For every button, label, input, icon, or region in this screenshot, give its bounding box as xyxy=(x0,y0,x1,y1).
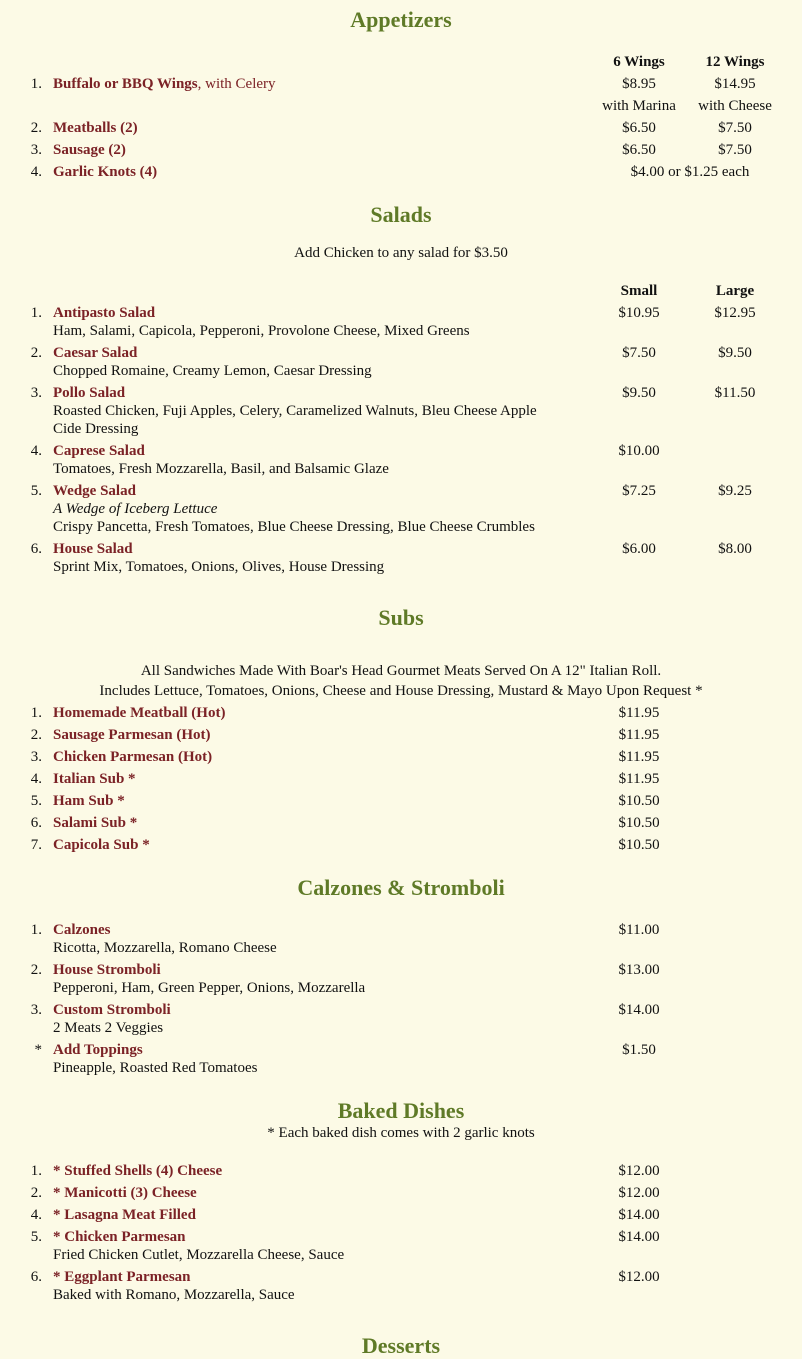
menu-item-house-salad: House Salad xyxy=(53,541,133,557)
baked-note: * Each baked dish comes with 2 garlic knots xyxy=(267,1125,535,1141)
menu-item-house-stromboli: House Stromboli xyxy=(53,962,161,978)
item-price: $14.00 xyxy=(618,1229,660,1245)
section-title-calzones: Calzones & Stromboli xyxy=(297,875,505,900)
column-header-small: Small xyxy=(620,283,658,299)
menu-item-eggplant-parmesan: * Eggplant Parmesan xyxy=(53,1269,191,1285)
item-price: $13.00 xyxy=(618,962,660,978)
price-large: $11.50 xyxy=(714,385,756,401)
column-header-large: Large xyxy=(715,283,755,299)
item-suffix: , with Celery xyxy=(197,76,276,92)
item-price: $4.00 or $1.25 each xyxy=(630,164,750,180)
price-large: $12.95 xyxy=(714,305,756,321)
item-price: $6.50 xyxy=(622,142,656,158)
item-price: $12.00 xyxy=(618,1185,660,1201)
menu-item-wings xyxy=(53,76,276,93)
price-large: $9.25 xyxy=(718,483,752,499)
section-title-appetizers: Appetizers xyxy=(350,7,452,32)
item-number: 1. xyxy=(30,922,42,938)
item-price: $10.50 xyxy=(618,815,660,831)
item-number: 3. xyxy=(30,142,42,158)
wings-note-cheese: with Cheese xyxy=(698,98,772,114)
item-description: Pineapple, Roasted Red Tomatoes xyxy=(53,1060,258,1076)
item-number: 1. xyxy=(30,305,42,321)
price-small: $7.25 xyxy=(622,483,656,499)
item-number: 3. xyxy=(30,385,42,401)
menu-item-sausage-parmesan: Sausage Parmesan (Hot) xyxy=(53,727,211,743)
item-description: Roasted Chicken, Fuji Apples, Celery, Caramelized Walnuts, Bleu Cheese Apple xyxy=(53,403,537,419)
item-description: Chopped Romaine, Creamy Lemon, Caesar Dressing xyxy=(53,363,372,379)
menu-item-add-toppings: Add Toppings xyxy=(53,1042,143,1058)
menu-item-caprese-salad: Caprese Salad xyxy=(53,443,145,459)
item-number: 5. xyxy=(30,1229,42,1245)
menu-item-stuffed-shells: * Stuffed Shells (4) Cheese xyxy=(53,1163,223,1179)
section-title-desserts: Desserts xyxy=(361,1333,441,1358)
price-large: $8.00 xyxy=(718,541,752,557)
item-price: $1.50 xyxy=(622,1042,656,1058)
menu-item-caesar-salad: Caesar Salad xyxy=(53,345,138,361)
section-title-subs: Subs xyxy=(378,605,424,630)
item-price: $6.50 xyxy=(622,120,656,136)
item-number: 1. xyxy=(30,76,42,92)
menu-item-capicola-sub: Capicola Sub * xyxy=(53,837,150,853)
item-description: Crispy Pancetta, Fresh Tomatoes, Blue Cheese Dressing, Blue Cheese Crumbles xyxy=(53,519,535,535)
item-price: $7.50 xyxy=(718,142,752,158)
item-description: Fried Chicken Cutlet, Mozzarella Cheese, Sauce xyxy=(53,1247,345,1263)
item-price: $10.50 xyxy=(618,793,660,809)
section-title-salads: Salads xyxy=(370,202,432,227)
item-number: 6. xyxy=(30,1269,42,1285)
item-description: Ham, Salami, Capicola, Pepperoni, Provolone Cheese, Mixed Greens xyxy=(53,323,470,339)
price-12-wings: $14.95 xyxy=(714,76,756,92)
item-price: $14.00 xyxy=(618,1207,660,1223)
item-number: 7. xyxy=(30,837,42,853)
salads-note: Add Chicken to any salad for $3.50 xyxy=(294,245,508,261)
price-large: $9.50 xyxy=(718,345,752,361)
item-number: 4. xyxy=(30,771,42,787)
price-small: $6.00 xyxy=(622,541,656,557)
item-price: $12.00 xyxy=(618,1269,660,1285)
item-description-continued: Cide Dressing xyxy=(53,421,139,437)
item-description: 2 Meats 2 Veggies xyxy=(53,1020,164,1036)
item-number: 5. xyxy=(30,483,42,499)
item-number: 4. xyxy=(30,443,42,459)
price-small: $10.95 xyxy=(618,305,660,321)
item-number: 3. xyxy=(30,749,42,765)
item-description: Sprint Mix, Tomatoes, Onions, Olives, House Dressing xyxy=(53,559,385,575)
menu-item-meatball-sub: Homemade Meatball (Hot) xyxy=(53,705,226,721)
section-title-baked-dishes: Baked Dishes xyxy=(337,1098,465,1123)
menu-item-lasagna: * Lasagna Meat Filled xyxy=(53,1207,196,1223)
subs-note-2: Includes Lettuce, Tomatoes, Onions, Cheese and House Dressing, Mustard & Mayo Upon Request * xyxy=(99,683,703,699)
item-price: $11.00 xyxy=(618,922,660,938)
item-price: $12.00 xyxy=(618,1163,660,1179)
menu-item-calzones: Calzones xyxy=(53,922,111,938)
menu-item-antipasto-salad: Antipasto Salad xyxy=(53,305,156,321)
item-number: 1. xyxy=(30,705,42,721)
menu-item-salami-sub: Salami Sub * xyxy=(53,815,138,831)
menu-item-garlic-knots: Garlic Knots (4) xyxy=(53,164,158,180)
item-number: * xyxy=(34,1042,42,1058)
menu-item-italian-sub: Italian Sub * xyxy=(53,771,136,787)
item-price: $11.95 xyxy=(618,771,660,787)
item-number: 4. xyxy=(30,164,42,180)
item-price: $11.95 xyxy=(618,705,660,721)
item-name: Buffalo or BBQ Wings xyxy=(53,76,198,92)
item-price: $11.95 xyxy=(618,727,660,743)
item-price: $11.95 xyxy=(618,749,660,765)
menu-item-chicken-parmesan-sub: Chicken Parmesan (Hot) xyxy=(53,749,213,765)
item-number: 2. xyxy=(30,120,42,136)
wings-note-marina: with Marina xyxy=(602,98,676,114)
item-number: 4. xyxy=(30,1207,42,1223)
item-number: 2. xyxy=(30,345,42,361)
item-description-italic xyxy=(53,501,217,518)
italic-text: A Wedge of Iceberg Lettuce xyxy=(53,501,218,517)
item-number: 6. xyxy=(30,541,42,557)
menu-item-ham-sub: Ham Sub * xyxy=(53,793,125,809)
menu-item-sausage: Sausage (2) xyxy=(53,142,126,158)
menu-item-pollo-salad: Pollo Salad xyxy=(53,385,126,401)
menu-item-custom-stromboli: Custom Stromboli xyxy=(53,1002,171,1018)
item-price: $10.50 xyxy=(618,837,660,853)
price-6-wings: $8.95 xyxy=(622,76,656,92)
item-price: $7.50 xyxy=(718,120,752,136)
item-description: Pepperoni, Ham, Green Pepper, Onions, Mozzarella xyxy=(53,980,366,996)
column-header-6-wings: 6 Wings xyxy=(613,54,665,70)
price-small: $9.50 xyxy=(622,385,656,401)
column-header-12-wings: 12 Wings xyxy=(705,54,765,70)
menu-item-chicken-parmesan: * Chicken Parmesan xyxy=(53,1229,186,1245)
price-small: $7.50 xyxy=(622,345,656,361)
menu-item-manicotti: * Manicotti (3) Cheese xyxy=(53,1185,197,1201)
item-number: 2. xyxy=(30,727,42,743)
price-small: $10.00 xyxy=(618,443,660,459)
item-number: 3. xyxy=(30,1002,42,1018)
item-number: 5. xyxy=(30,793,42,809)
item-number: 2. xyxy=(30,962,42,978)
item-number: 1. xyxy=(30,1163,42,1179)
item-number: 2. xyxy=(30,1185,42,1201)
item-number: 6. xyxy=(30,815,42,831)
item-price: $14.00 xyxy=(618,1002,660,1018)
item-description: Baked with Romano, Mozzarella, Sauce xyxy=(53,1287,295,1303)
menu-item-meatballs: Meatballs (2) xyxy=(53,120,138,136)
subs-note-1: All Sandwiches Made With Boar's Head Gourmet Meats Served On A 12" Italian Roll. xyxy=(140,663,662,679)
item-description: Tomatoes, Fresh Mozzarella, Basil, and Balsamic Glaze xyxy=(53,461,389,477)
item-description: Ricotta, Mozzarella, Romano Cheese xyxy=(53,940,277,956)
menu-item-wedge-salad: Wedge Salad xyxy=(53,483,136,499)
